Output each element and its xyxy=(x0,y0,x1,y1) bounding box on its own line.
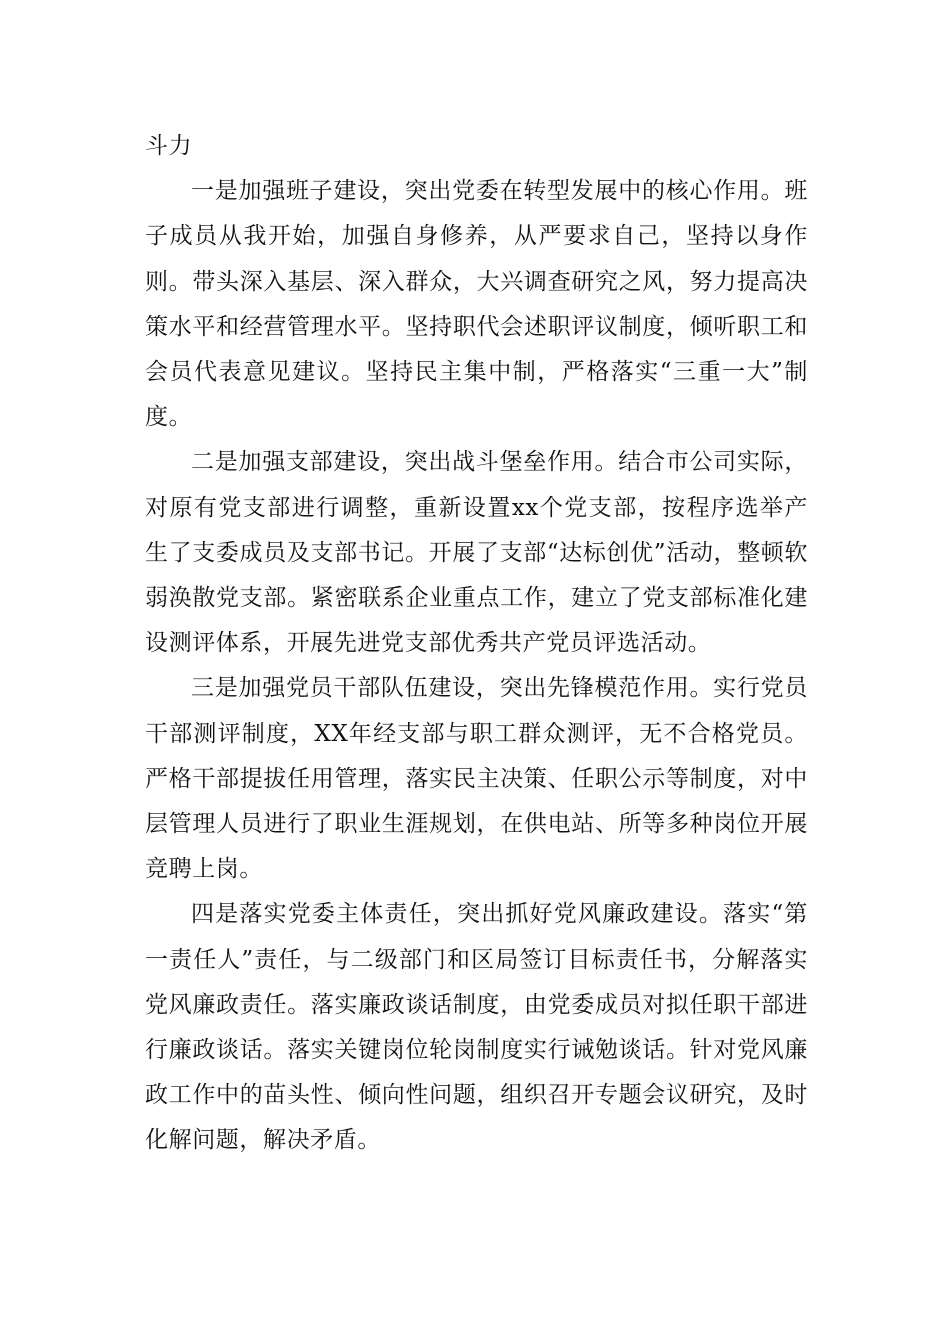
paragraph-branch-building: 二是加强支部建设，突出战斗堡垒作用。结合市公司实际，对原有党支部进行调整，重新设置xx个党支部，按程序选举产生了支委成员及支部书记。开展了支部“达标创优”活动，整顿软弱涣散党支部。紧密联系企业重点工作，建立了党支部标准化建设测评体系，开展先进党支部优秀共产党员评选活动。 xyxy=(145,449,808,657)
paragraph-cadre-building: 三是加强党员干部队伍建设，突出先锋模范作用。实行党员干部测评制度，XX年经支部与职工群众测评，无不合格党员。严格干部提拔任用管理，落实民主决策、任职公示等制度，对中层管理人员进行了职业生涯规划，在供电站、所等多种岗位开展竞聘上岗。 xyxy=(145,675,808,883)
continuation-paragraph: 斗力 xyxy=(145,133,193,159)
document-body xyxy=(145,124,808,1164)
paragraph-team-building: 一是加强班子建设，突出党委在转型发展中的核心作用。班子成员从我开始，加强自身修养，从严要求自己，坚持以身作则。带头深入基层、深入群众，大兴调查研究之风，努力提高决策水平和经营管理水平。坚持职代会述职评议制度，倾听职工和会员代表意见建议。坚持民主集中制，严格落实“三重一大”制度。 xyxy=(145,178,808,431)
paragraph-integrity-building: 四是落实党委主体责任，突出抓好党风廉政建设。落实“第一责任人”责任，与二级部门和区局签订目标责任书，分解落实党风廉政责任。落实廉政谈话制度，由党委成员对拟任职干部进行廉政谈话。落实关键岗位轮岗制度实行诫勉谈话。针对党风廉政工作中的苗头性、倾向性问题，组织召开专题会议研究，及时化解问题，解决矛盾。 xyxy=(145,901,808,1154)
